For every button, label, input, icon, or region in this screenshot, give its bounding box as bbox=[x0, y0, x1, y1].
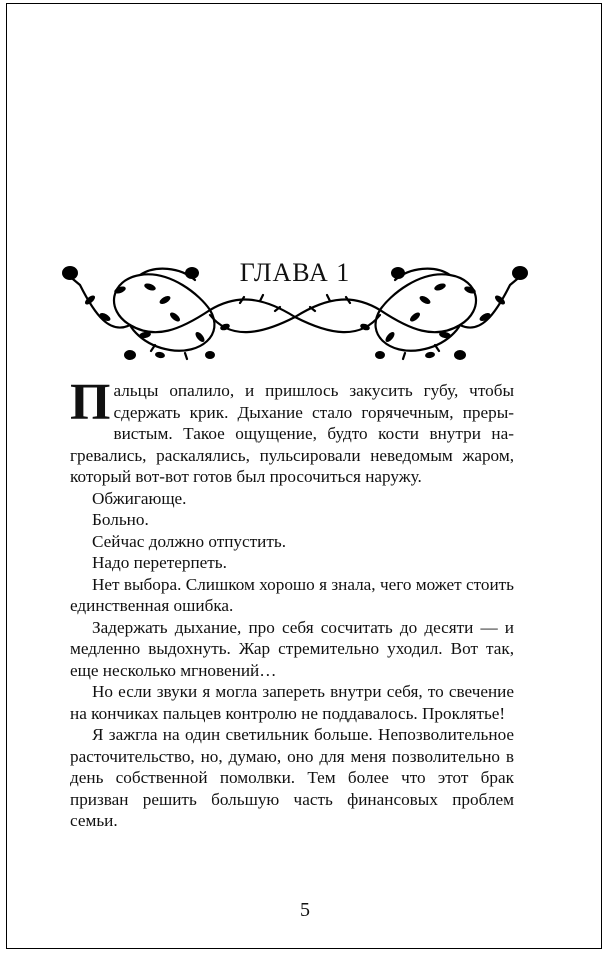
paragraph-2: Обжигающе. bbox=[92, 488, 187, 508]
paragraph-5: Надо перетерпеть. bbox=[92, 553, 227, 572]
paragraph-9: Я зажгла на один светильник больше. Непозволительное расточительство, но, думаю, оно для меня позволительно в день собственной помолвки. Тем более что этот брак призван решить большую часть финансовых проблем семьи. bbox=[70, 725, 514, 830]
paragraph-6: Нет выбора. Слишком хорошо я знала, чего может стоить единственная ошибка. bbox=[70, 574, 514, 615]
paragraph-3: Больно. bbox=[92, 510, 149, 529]
paragraph-4: Сейчас должно отпустить. bbox=[92, 531, 287, 551]
paragraph-8: Но если звуки я могла запереть внутри себя, то свечение на кончиках пальцев контролю не поддавалось. Проклятье! bbox=[70, 682, 514, 723]
drop-cap: П bbox=[70, 374, 111, 431]
paragraph-1: Пальцы опалило, и пришлось закусить губу, чтобы сдержать крик. Дыхание стало горячечным, прерывистым. Такое ощущение, будто кости внутри нагревались, раскалялись, пульсировали неведомым жаром, который вот-вот готов был просочиться наружу. bbox=[70, 374, 514, 486]
paragraph-7: Задержать дыхание, про себя сосчитать до десяти — и медленно выдохнуть. Жар стремительно уходил. Вот так, еще несколько мгновений… bbox=[70, 617, 514, 680]
page-number: 5 bbox=[300, 899, 310, 921]
chapter-title: ГЛАВА 1 bbox=[239, 258, 351, 287]
chapter-body bbox=[70, 374, 514, 832]
